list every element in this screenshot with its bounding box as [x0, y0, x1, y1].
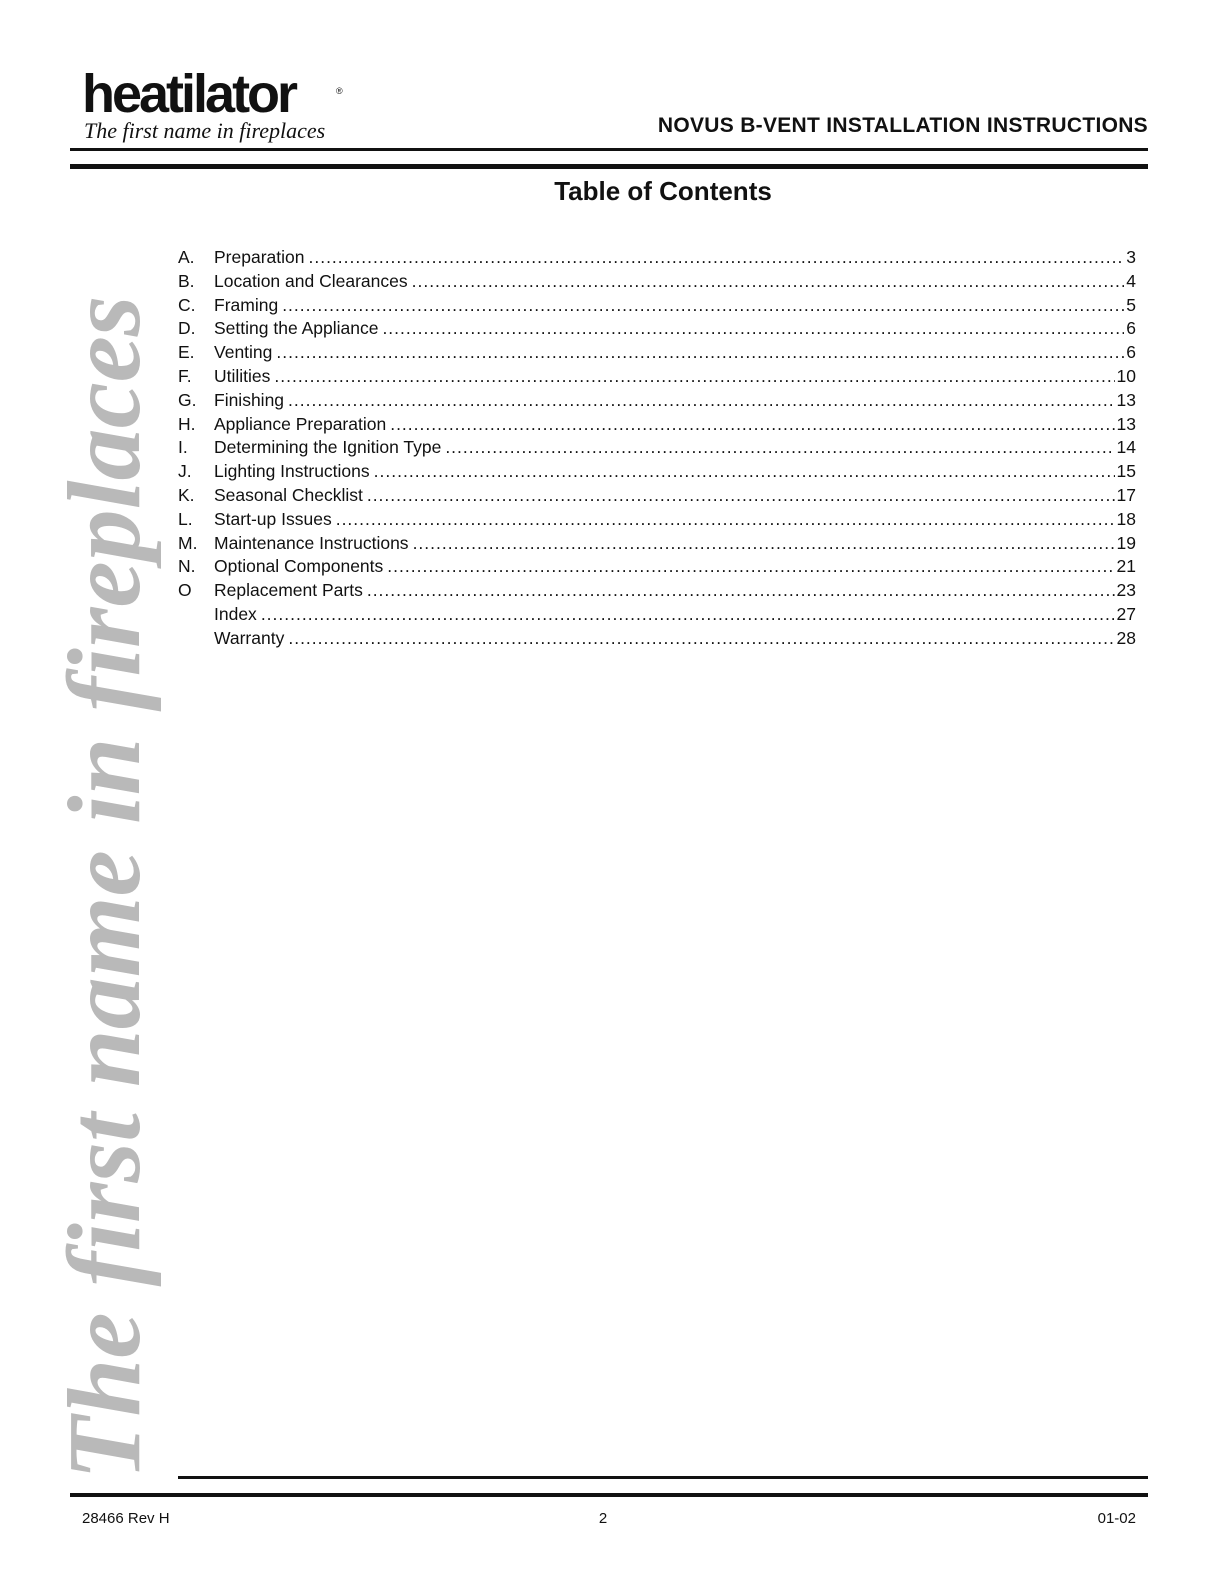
toc-entry-letter: E.: [178, 342, 195, 363]
toc-entry-page: 3: [1126, 247, 1136, 267]
registered-mark: ®: [336, 86, 343, 96]
toc-entry-letter: F.: [178, 365, 192, 386]
toc-entry-label: Replacement Parts: [214, 580, 363, 601]
toc-entry-letter: [178, 603, 214, 627]
toc-entry-letter: G.: [178, 389, 197, 410]
toc-entry-letter: L.: [178, 508, 193, 529]
toc-entry-letter: J.: [178, 461, 192, 482]
toc-entry: [178, 579, 1136, 603]
heatilator-logo: [82, 66, 352, 146]
toc-entry-letter: H.: [178, 413, 196, 434]
toc-entry-label: Finishing: [214, 389, 285, 410]
toc-entry-page: 17: [1116, 484, 1136, 505]
toc-entry-page: 13: [1116, 413, 1136, 434]
toc-entry-page: 10: [1116, 365, 1136, 386]
toc-entry-label: Seasonal Checklist: [214, 484, 363, 505]
sidebar-watermark: The first name in fireplaces: [47, 295, 162, 1480]
document-number: 28466 Rev H: [82, 1510, 170, 1527]
toc-entry-label: Index: [214, 603, 257, 624]
toc-entry: [178, 317, 1136, 341]
header-rule-thin: [70, 148, 1148, 151]
toc-entry: [178, 555, 1136, 579]
toc-entry: [178, 365, 1136, 389]
toc-entry: [178, 627, 1136, 651]
toc-entry-letter: [178, 627, 214, 651]
toc-entry: [178, 603, 1136, 627]
toc-entry-label: Venting: [214, 342, 273, 363]
toc-entry-page: 14: [1116, 437, 1136, 458]
toc-entry-page: 13: [1116, 389, 1136, 410]
toc-leader-dots: [412, 270, 1125, 294]
toc-entry-page: 5: [1126, 294, 1136, 315]
logo-wordmark: heatilator: [82, 64, 296, 124]
toc-entry-label: Location and Clearances: [214, 270, 408, 291]
toc-leader-dots: [374, 460, 1115, 484]
toc-title: Table of Contents: [554, 176, 772, 206]
toc-entry-letter: C.: [178, 294, 196, 315]
toc-leader-dots: [288, 389, 1114, 413]
toc-entry-letter: A.: [178, 247, 195, 267]
toc-entry-label: Warranty: [214, 627, 285, 648]
toc-entry-label: Utilities: [214, 365, 271, 386]
toc-entry: [178, 484, 1136, 508]
toc-entry: [178, 270, 1136, 294]
toc-entry: [178, 508, 1136, 532]
header-rule-thick: [70, 164, 1148, 169]
page-number: 2: [598, 1510, 608, 1527]
toc-entry-label: Maintenance Instructions: [214, 532, 409, 553]
toc-entry: [178, 246, 1136, 270]
toc-leader-dots: [336, 508, 1115, 532]
toc-entry-label: Lighting Instructions: [214, 461, 370, 482]
document-title: NOVUS B-VENT INSTALLATION INSTRUCTIONS: [657, 114, 1148, 137]
toc-leader-dots: [367, 579, 1115, 603]
toc-entry-page: 18: [1116, 508, 1136, 529]
toc-leader-dots: [445, 436, 1114, 460]
toc-entry-letter: I.: [178, 437, 188, 458]
toc-leader-dots: [282, 294, 1124, 318]
toc-leader-dots: [413, 532, 1115, 556]
footer-rule-thick: [70, 1493, 1148, 1497]
toc-leader-dots: [367, 484, 1115, 508]
toc-entry-page: 6: [1126, 342, 1136, 363]
toc-leader-dots: [288, 627, 1114, 651]
toc-entry: [178, 389, 1136, 413]
toc-leader-dots: [261, 603, 1115, 627]
toc-entry-page: 15: [1116, 461, 1136, 482]
revision-date: 01-02: [1097, 1510, 1136, 1527]
toc-leader-dots: [274, 365, 1114, 389]
toc-entry-letter: K.: [178, 484, 195, 505]
toc-entry-label: Determining the Ignition Type: [214, 437, 442, 458]
toc-entry-page: 28: [1116, 627, 1136, 648]
toc-leader-dots: [390, 413, 1114, 437]
toc-entry-label: Start-up Issues: [214, 508, 332, 529]
toc-entry-letter: N.: [178, 556, 196, 577]
toc-entry-page: 6: [1126, 318, 1136, 339]
toc-entry: [178, 532, 1136, 556]
toc-entry: [178, 294, 1136, 318]
toc-entry-label: Optional Components: [214, 556, 384, 577]
toc-entry-page: 21: [1116, 556, 1136, 577]
toc-entry-label: Appliance Preparation: [214, 413, 387, 434]
toc-leader-dots: [387, 555, 1114, 579]
toc-entry: [178, 413, 1136, 437]
toc-leader-dots: [382, 317, 1124, 341]
toc-entry-letter: M.: [178, 532, 198, 553]
toc-entry-letter: O: [178, 580, 192, 601]
toc-entry: [178, 460, 1136, 484]
toc-leader-dots: [308, 246, 1124, 270]
footer-rule-thin: [178, 1476, 1148, 1479]
toc-entry: [178, 436, 1136, 460]
toc-entry: [178, 341, 1136, 365]
toc-entry-letter: D.: [178, 318, 196, 339]
toc-entry-label: Framing: [214, 294, 279, 315]
toc-entry-page: 23: [1116, 580, 1136, 601]
toc-list: [178, 246, 1136, 651]
logo-tagline: The first name in fireplaces: [84, 118, 326, 143]
toc-entry-letter: B.: [178, 270, 195, 291]
toc-entry-page: 4: [1126, 270, 1136, 291]
toc-entry-label: Preparation: [214, 247, 305, 267]
toc-entry-page: 27: [1116, 603, 1136, 624]
toc-entry-page: 19: [1116, 532, 1136, 553]
toc-entry-label: Setting the Appliance: [214, 318, 379, 339]
toc-leader-dots: [276, 341, 1124, 365]
